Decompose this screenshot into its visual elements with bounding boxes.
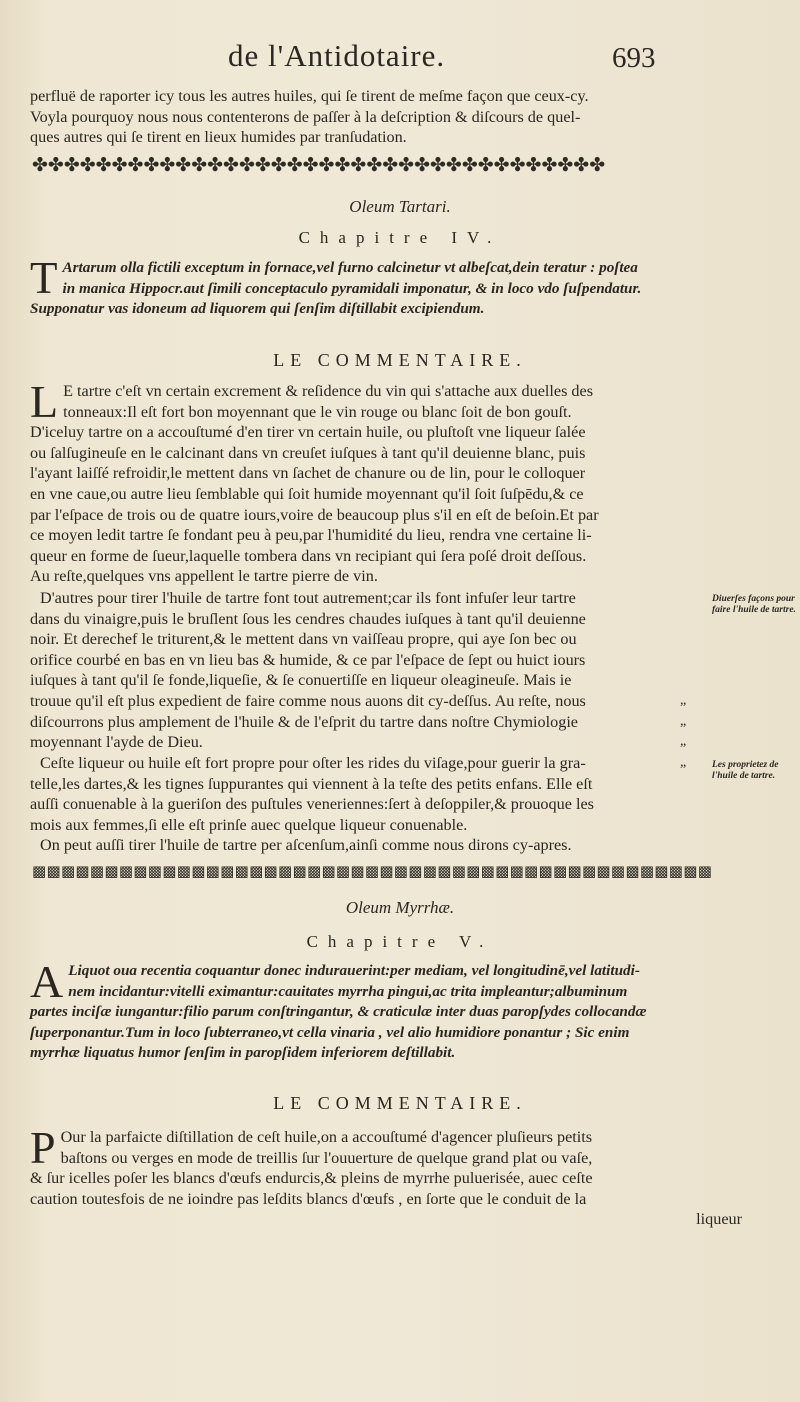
text-line: iuſques à tant qu'il ſe fonde,liqueſie, & ſe conuertiſſe en liqueur oleagineuſe. Mais ie	[30, 671, 572, 690]
text-line: dans du vinaigre,puis le bruſlent ſous les cendres chaudes iuſques à tant qu'il deuienne	[30, 609, 586, 628]
text-line: l'ayant laiſſé refroidir,le mettent dans vn ſachet de chanure ou de lin, pour le colloquer	[30, 464, 586, 483]
text-line: perfluë de raporter icy tous les autres huiles, qui ſe tirent de meſme façon que ceux-cy.	[30, 87, 589, 105]
text-line: orifice courbé en bas en vn lieu bas & humide, & ce par l'eſpace de ſept ou huict iours	[30, 650, 586, 669]
chapter-4-latin-title: Oleum Tartari.	[349, 197, 451, 216]
text-line: nem incidantur:vitelli eximantur:cauitates myrrha pingui,ac trita impleantur;albuminum	[68, 982, 628, 1000]
drop-cap: P	[30, 1122, 56, 1173]
drop-cap: A	[30, 956, 64, 1007]
quote-mark: „	[680, 693, 687, 708]
text-line: D'iceluy tartre on a accouſtumé d'en tirer vn certain huile, ou pluſtoſt vne liqueur ſalée	[30, 423, 586, 442]
chapter-4-commentary-para-3	[30, 753, 706, 856]
text-line: trouue qu'il eſt plus expedient de faire comme nous auons dit cy-deſſus. Au reſte, nous	[30, 691, 586, 710]
text-line: Ceſte liqueur ou huile eſt fort propre pour oſter les rides du viſage,pour guerir la gra-	[40, 754, 586, 772]
ornament-band: ▩▩▩▩▩▩▩▩▩▩▩▩▩▩▩▩▩▩▩▩▩▩▩▩▩▩▩▩▩▩▩▩▩▩▩▩▩▩▩▩▩▩▩▩▩▩▩	[32, 862, 713, 880]
text-line: Liquot oua recentia coquantur donec indurauerint:per mediam, vel longitudinē,vel latitudi-	[68, 962, 640, 979]
chapter-5-latin-recipe	[30, 956, 772, 1064]
text-line: partes inciſæ iungantur:filio parum conſtringantur, & craticulæ inter duas paropſydes collocandæ	[30, 1003, 647, 1021]
commentary-heading: LE COMMENTAIRE.	[273, 1093, 527, 1113]
running-head	[0, 38, 800, 80]
text-line: telle,les dartes,& les tignes ſuppurantes qui viennent à la teſte des petits enfans. Elle eſt	[30, 774, 593, 793]
quote-mark: „	[680, 755, 687, 770]
quote-mark: „	[680, 714, 687, 729]
text-line: Our la parfaicte diſtillation de ceſt huile,on a accouſtumé d'agencer pluſieurs petits	[60, 1128, 593, 1146]
text-line: ques autres qui ſe tirent en lieux humides par tranſudation.	[30, 128, 407, 147]
drop-cap: L	[30, 376, 59, 427]
running-head-title: de l'Antidotaire.	[228, 38, 446, 73]
text-line: myrrhæ liquatus humor ſenſim in paropſidem inferiorem deſtillabit.	[30, 1044, 456, 1062]
text-line: noir. Et derechef le triturent,& le mettent dans vn vaiſſeau propre, qui aye ſon bec ou	[30, 630, 577, 649]
text-line: diſcourrons plus amplement de l'huile & de l'eſprit du tartre dans noſtre Chymiologie	[30, 712, 578, 731]
chapter-4-commentary-para-2	[30, 588, 706, 753]
text-line: Voyla pourquoy nous nous contenterons de paſſer à la deſcription & diſcours de quel-	[30, 107, 581, 126]
chapter-5-commentary	[30, 1122, 772, 1230]
text-line: Artarum olla fictili exceptum in fornace,vel furno calcinetur vt albeſcat,dein teratur : poſtea	[62, 259, 638, 276]
intro-paragraph	[30, 86, 772, 148]
chapter-4-commentary-para-1	[30, 376, 772, 587]
text-line: baſtons ou verges en mode de treillis ſur l'ouuerture de quelque grand plat ou vaſe,	[60, 1148, 593, 1167]
text-line: On peut auſſi tirer l'huile de tartre per aſcenſum,ainſi comme nous dirons cy-apres.	[40, 836, 572, 855]
text-line: queur en forme de ſueur,laquelle tombera dans vn recipiant qui ſera poſé droit deſſous.	[30, 546, 587, 565]
text-line: tonneaux:Il eſt fort bon moyennant que le vin rouge ou blanc ſoit de bon gouſt.	[63, 402, 572, 421]
text-line: D'autres pour tirer l'huile de tartre font tout autrement;car ils font infuſer leur tartre	[40, 589, 576, 607]
text-line: moyennant l'ayde de Dieu.	[30, 733, 203, 752]
page-number: 693	[612, 42, 656, 74]
margin-note-methods: Diuerſes façons pour faire l'huile de tartre.	[712, 594, 796, 615]
chapter-4-heading: Chapitre IV.	[298, 228, 502, 247]
commentary-heading: LE COMMENTAIRE.	[273, 350, 527, 370]
catchword: liqueur	[696, 1210, 742, 1229]
text-line: mois aux femmes,ſi elle eſt prinſe auec quelque liqueur conuenable.	[30, 815, 468, 834]
text-line: en vne caue,ou autre lieu ſemblable qui ſoit humide moyennant qu'il ſoit ſuſpēdu,& ce	[30, 484, 584, 503]
text-line: ou ſalſugineuſe en le calcinant dans vn creuſet iuſques à tant qu'il deuienne blanc, puis	[30, 443, 586, 462]
text-line: Supponatur vas idoneum ad liquorem qui ſenſim diſtillabit excipiendum.	[30, 300, 485, 318]
text-line: & ſur icelles poſer les blancs d'œufs endurcis,& pleins de myrrhe puluerisée, auec ceſte	[30, 1169, 593, 1188]
text-line: Au reſte,quelques vns appellent le tartre pierre de vin.	[30, 567, 378, 586]
margin-note-properties: Les proprietez de l'huile de tartre.	[712, 760, 779, 781]
text-line: ſuperponantur.Tum in loco ſubterraneo,vt cella vinaria , vel alio humidiore ponantur ; Sic enim	[30, 1023, 630, 1041]
text-line: in manica Hippocr.aut ſimili conceptaculo pyramidali imponatur, & in loco vdo ſuſpendatur.	[62, 279, 642, 297]
text-line: par l'eſpace de trois ou de quatre iours,voire de beaucoup plus s'il en eſt de beſoin.Et par	[30, 505, 599, 524]
text-line: auſſi conuenable à la gueriſon des puſtules veneriennes:ſert à deſoppiler,& prouoque les	[30, 795, 594, 814]
text-line: ce moyen ledit tartre ſe fondant peu à peu,par l'humidité du lieu, rendra vne certaine li-	[30, 526, 592, 545]
ornament-band: ✤✤✤✤✤✤✤✤✤✤✤✤✤✤✤✤✤✤✤✤✤✤✤✤✤✤✤✤✤✤✤✤✤✤✤✤	[32, 154, 606, 176]
chapter-5-heading: Chapitre V.	[306, 932, 494, 951]
chapter-5-latin-title: Oleum Myrrhæ.	[345, 898, 455, 917]
quote-mark: „	[680, 734, 687, 749]
text-line: E tartre c'eſt vn certain excrement & reſidence du vin qui s'attache aux duelles des	[63, 382, 594, 400]
drop-cap: T	[30, 253, 58, 303]
chapter-4-latin-recipe	[30, 253, 772, 320]
text-line: caution toutesfois de ne ioindre pas leſdits blancs d'œufs , en ſorte que le conduit de la	[30, 1189, 587, 1208]
